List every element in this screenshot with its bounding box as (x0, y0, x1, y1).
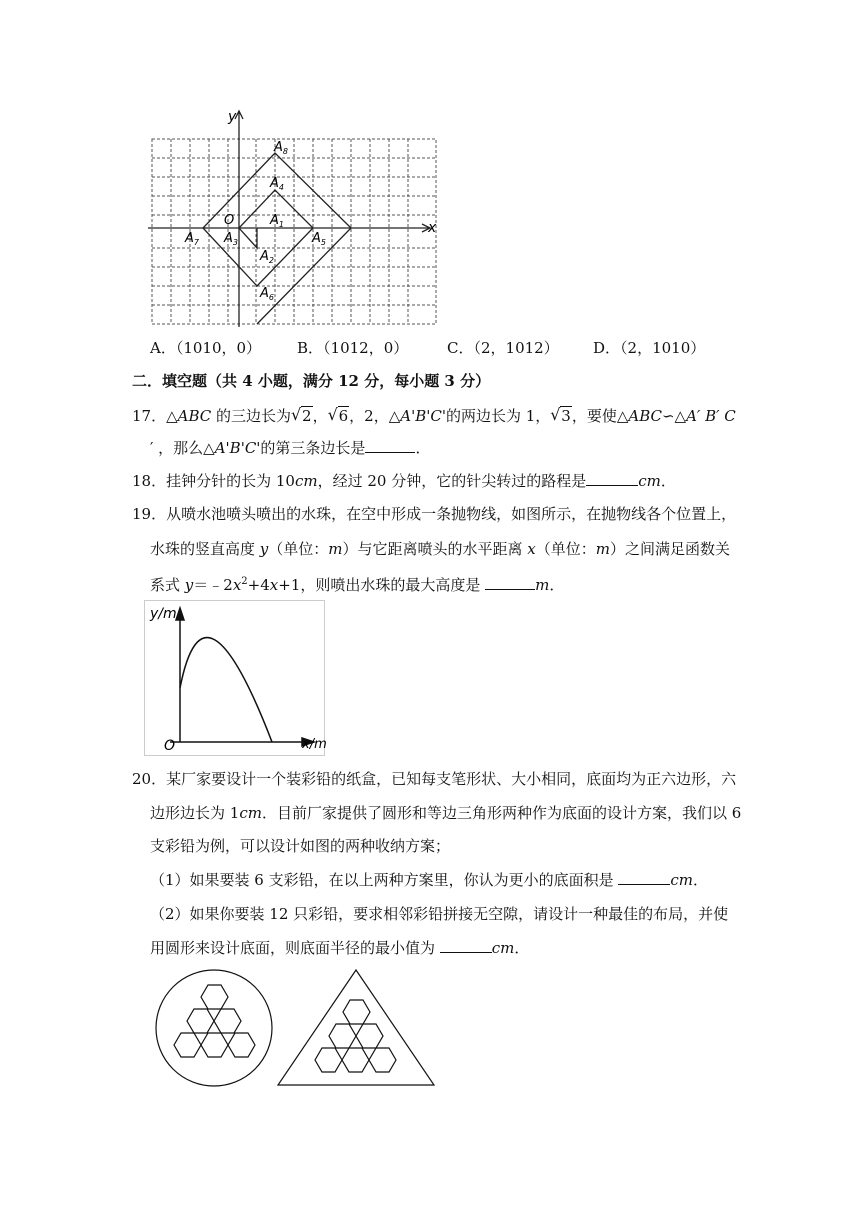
answer-blank-20-1[interactable] (618, 870, 670, 885)
answer-blank-18[interactable] (586, 471, 638, 486)
sqrt-3: √ 3 (550, 406, 572, 426)
option-a[interactable]: A．（1010，0） (150, 339, 262, 357)
graph-x-label: x/m (302, 737, 327, 752)
hexagon-packing-figures (150, 968, 450, 1090)
lattice-figure (140, 105, 440, 327)
y-axis-label: y (228, 109, 237, 125)
question-20-line-1: 20．某厂家要设计一个装彩铅的纸盒，已知每支笔形状、大小相同，底面均为正六边形，六 (132, 770, 737, 788)
option-c[interactable]: C．（2，1012） (447, 339, 559, 357)
circle-container (156, 970, 272, 1086)
dashed-grid (152, 139, 436, 324)
graph-frame (145, 601, 325, 756)
point-labels (184, 140, 326, 302)
origin-label: O (224, 213, 235, 228)
hex-group-circle (174, 985, 255, 1057)
point-label-a7: $A_7$ (185, 231, 199, 247)
point-label-a1: $A_1$ (270, 213, 284, 229)
graph-origin: O (164, 738, 176, 754)
y-axis-arrow (176, 608, 184, 620)
point-label-a6: $A_6$ (260, 286, 274, 302)
parabola-graph (144, 600, 334, 758)
question-17-line-2: ′ ，那么△A'B'C'的第三条边长是 ． (150, 439, 431, 457)
point-label-a3: $A_3$ (224, 231, 238, 247)
section-heading: 二．填空题（共 4 小题，满分 12 分，每小题 3 分） (132, 372, 491, 390)
option-d[interactable]: D．（2，1010） (593, 339, 706, 357)
point-label-a5: $A_5$ (312, 231, 326, 247)
answer-blank-19[interactable] (485, 575, 535, 590)
point-label-a8: $A_8$ (274, 140, 288, 156)
question-20-line-3: 支彩铅为例，可以设计如图的两种收纳方案； (150, 837, 451, 855)
question-19-line-1: 19．从喷水池喷头喷出的水珠，在空中形成一条抛物线，如图所示，在抛物线各个位置上， (132, 505, 737, 523)
graph-y-label: y/m (150, 606, 177, 622)
point-label-a4: $A_4$ (270, 176, 284, 192)
sqrt-2: √ 2 (291, 406, 313, 426)
sqrt-6: √ 6 (328, 406, 350, 426)
x-axis-label: x (428, 220, 437, 236)
question-20-sub-2-line-2: 用圆形来设计底面，则底面半径的最小值为 cm． (150, 939, 530, 957)
parabola-curve (180, 638, 272, 742)
question-19-line-2: 水珠的竖直高度 y（单位：m）与它距离喷头的水平距离 x（单位：m）之间满足函数关 (150, 540, 731, 558)
triangle-container (278, 970, 434, 1085)
question-19-line-3: 系式 $y=﹣2x^2+4x+1$，则喷出水珠的最大高度是 m． (150, 576, 565, 594)
point-label-a2: $A_2$ (260, 249, 274, 265)
question-17-line-1: 17．△ABC 的三边长为√ 2，√ 6，2，△A'B'C'的两边长为 1，√ 3，要使△ABC∽△A′ B′ C (132, 406, 736, 426)
answer-blank-20-2[interactable] (440, 938, 492, 953)
question-20-sub-1: （1）如果要装 6 支彩铅，在以上两种方案里，你认为更小的底面积是 cm． (150, 871, 709, 889)
option-b[interactable]: B．（1012，0） (297, 339, 409, 357)
question-18: 18．挂钟分针的长为 10cm，经过 20 分钟，它的针尖转过的路程是 cm． (132, 472, 676, 490)
question-20-line-2: 边形边长为 1cm．目前厂家提供了圆形和等边三角形两种作为底面的设计方案，我们以 6 (150, 804, 742, 822)
answer-blank-17[interactable] (365, 438, 415, 453)
question-20-sub-2: （2）如果你要装 12 只彩铅，要求相邻彩铅拼接无空隙，请设计一种最佳的布局，并使 (150, 905, 729, 923)
